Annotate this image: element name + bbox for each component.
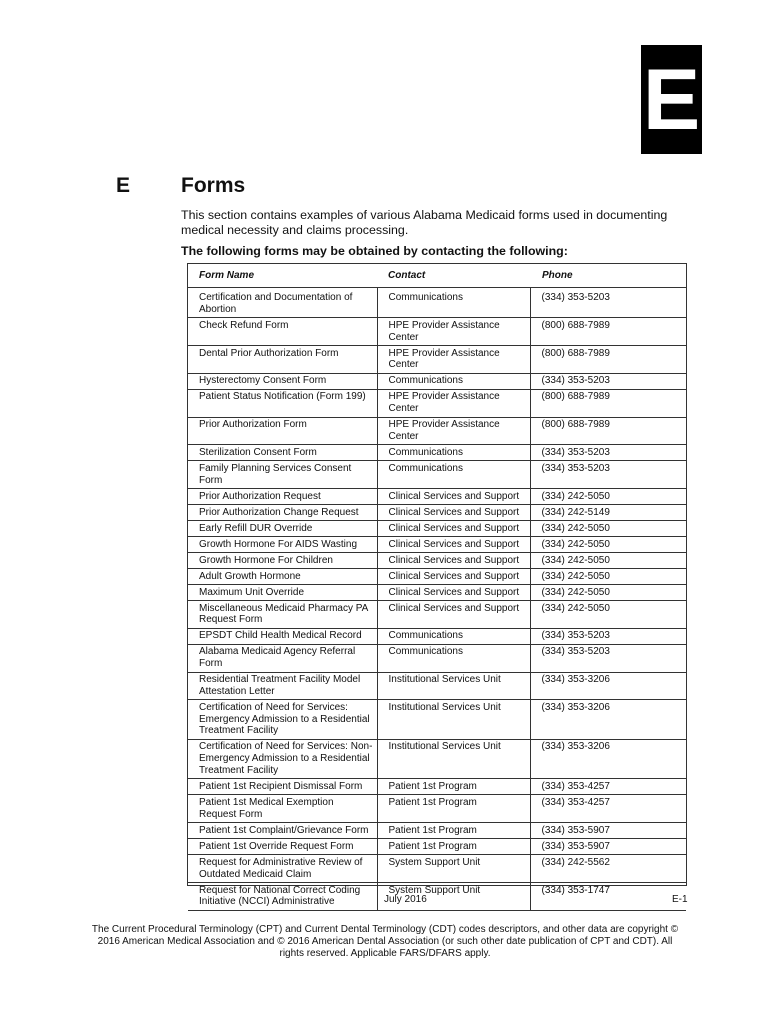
section-letter: E — [116, 174, 131, 197]
cell-contact: Communications — [377, 461, 530, 489]
cell-phone: (334) 242-5050 — [530, 584, 686, 600]
cell-form-name: Growth Hormone For Children — [188, 553, 377, 569]
cell-contact: HPE Provider Assistance Center — [377, 345, 530, 373]
cell-phone: (334) 353-5907 — [530, 823, 686, 839]
table-row — [188, 584, 686, 600]
table-row — [188, 882, 686, 910]
table-row — [188, 345, 686, 373]
header-contact: Contact — [377, 264, 530, 288]
cell-phone: (334) 353-1747 — [530, 882, 686, 910]
table-row — [188, 628, 686, 644]
cell-phone: (334) 242-5050 — [530, 537, 686, 553]
cell-phone: (800) 688-7989 — [530, 417, 686, 445]
cell-form-name: Miscellaneous Medicaid Pharmacy PA Request Form — [188, 600, 377, 628]
copyright-notice: The Current Procedural Terminology (CPT) and Current Dental Terminology (CDT) codes descriptors, and other data are copyright © 2016 American Medical Association and © 2016 American Dental Association (or such other date publication of CPT and CDT). All rights reserved. Applicable FARS/DFARS apply. — [91, 924, 679, 959]
cell-phone: (334) 242-5050 — [530, 521, 686, 537]
cell-contact: System Support Unit — [377, 882, 530, 910]
cell-phone: (334) 353-3206 — [530, 672, 686, 700]
table-row — [188, 389, 686, 417]
page-number: E-1 — [672, 894, 688, 905]
cell-phone: (334) 353-5203 — [530, 461, 686, 489]
cell-contact: HPE Provider Assistance Center — [377, 389, 530, 417]
cell-phone: (334) 242-5562 — [530, 855, 686, 883]
table-row — [188, 839, 686, 855]
header-form-name: Form Name — [188, 264, 377, 288]
cell-form-name: Check Refund Form — [188, 318, 377, 346]
cell-form-name: Maximum Unit Override — [188, 584, 377, 600]
cell-contact: Communications — [377, 373, 530, 389]
cell-phone: (334) 353-5203 — [530, 445, 686, 461]
table-row — [188, 373, 686, 389]
table-row — [188, 537, 686, 553]
cell-contact: Institutional Services Unit — [377, 739, 530, 779]
table-row — [188, 445, 686, 461]
cell-contact: Patient 1st Program — [377, 795, 530, 823]
cell-phone: (334) 353-3206 — [530, 700, 686, 740]
table-row — [188, 417, 686, 445]
cell-contact: Clinical Services and Support — [377, 505, 530, 521]
cell-form-name: Family Planning Services Consent Form — [188, 461, 377, 489]
cell-contact: Institutional Services Unit — [377, 700, 530, 740]
cell-phone: (800) 688-7989 — [530, 318, 686, 346]
cell-contact: Communications — [377, 628, 530, 644]
cell-phone: (334) 242-5149 — [530, 505, 686, 521]
cell-phone: (334) 353-5203 — [530, 288, 686, 318]
cell-form-name: Adult Growth Hormone — [188, 568, 377, 584]
section-tab-letter: E — [642, 51, 701, 148]
page-title: Forms — [181, 174, 246, 197]
cell-phone: (334) 242-5050 — [530, 600, 686, 628]
cell-form-name: Patient 1st Complaint/Grievance Form — [188, 823, 377, 839]
cell-phone: (334) 242-5050 — [530, 568, 686, 584]
cell-contact: HPE Provider Assistance Center — [377, 318, 530, 346]
table-row — [188, 644, 686, 672]
cell-phone: (334) 242-5050 — [530, 553, 686, 569]
cell-contact: Clinical Services and Support — [377, 568, 530, 584]
cell-form-name: Patient 1st Medical Exemption Request Form — [188, 795, 377, 823]
cell-contact: Communications — [377, 644, 530, 672]
cell-contact: Clinical Services and Support — [377, 489, 530, 505]
cell-phone: (334) 242-5050 — [530, 489, 686, 505]
cell-phone: (334) 353-5907 — [530, 839, 686, 855]
cell-form-name: Prior Authorization Change Request — [188, 505, 377, 521]
cell-form-name: Sterilization Consent Form — [188, 445, 377, 461]
cell-contact: Communications — [377, 288, 530, 318]
cell-form-name: Dental Prior Authorization Form — [188, 345, 377, 373]
table-row — [188, 600, 686, 628]
footer-date: July 2016 — [384, 894, 427, 905]
table-row — [188, 700, 686, 740]
cell-contact: Patient 1st Program — [377, 839, 530, 855]
cell-form-name: EPSDT Child Health Medical Record — [188, 628, 377, 644]
cell-phone: (334) 353-3206 — [530, 739, 686, 779]
cell-contact: Patient 1st Program — [377, 823, 530, 839]
cell-form-name: Patient Status Notification (Form 199) — [188, 389, 377, 417]
cell-contact: Clinical Services and Support — [377, 553, 530, 569]
cell-form-name: Certification of Need for Services: Emergency Admission to a Residential Treatment Facility — [188, 700, 377, 740]
table-header-row — [188, 264, 686, 288]
table-row — [188, 739, 686, 779]
cell-form-name: Certification of Need for Services: Non-Emergency Admission to a Residential Treatment Facility — [188, 739, 377, 779]
cell-phone: (334) 353-4257 — [530, 779, 686, 795]
cell-form-name: Patient 1st Recipient Dismissal Form — [188, 779, 377, 795]
cell-contact: Clinical Services and Support — [377, 537, 530, 553]
header-phone: Phone — [530, 264, 686, 288]
cell-form-name: Prior Authorization Request — [188, 489, 377, 505]
table-row — [188, 521, 686, 537]
cell-phone: (334) 353-5203 — [530, 644, 686, 672]
table-row — [188, 855, 686, 883]
cell-form-name: Prior Authorization Form — [188, 417, 377, 445]
cell-form-name: Request for National Correct Coding Initiative (NCCI) Administrative — [188, 882, 377, 910]
cell-phone: (334) 353-5203 — [530, 628, 686, 644]
cell-contact: Institutional Services Unit — [377, 672, 530, 700]
cell-form-name: Residential Treatment Facility Model Attestation Letter — [188, 672, 377, 700]
cell-contact: Clinical Services and Support — [377, 521, 530, 537]
cell-phone: (800) 688-7989 — [530, 345, 686, 373]
cell-contact: Clinical Services and Support — [377, 600, 530, 628]
cell-form-name: Request for Administrative Review of Outdated Medicaid Claim — [188, 855, 377, 883]
cell-contact: Patient 1st Program — [377, 779, 530, 795]
cell-phone: (334) 353-4257 — [530, 795, 686, 823]
table-row — [188, 779, 686, 795]
section-tab — [641, 45, 702, 154]
cell-contact: HPE Provider Assistance Center — [377, 417, 530, 445]
table-row — [188, 505, 686, 521]
cell-form-name: Early Refill DUR Override — [188, 521, 377, 537]
lead-sentence: The following forms may be obtained by contacting the following: — [181, 244, 568, 258]
cell-form-name: Growth Hormone For AIDS Wasting — [188, 537, 377, 553]
cell-form-name: Patient 1st Override Request Form — [188, 839, 377, 855]
cell-form-name: Certification and Documentation of Abortion — [188, 288, 377, 318]
table-row — [188, 823, 686, 839]
table-row — [188, 318, 686, 346]
cell-contact: System Support Unit — [377, 855, 530, 883]
cell-contact: Communications — [377, 445, 530, 461]
cell-phone: (334) 353-5203 — [530, 373, 686, 389]
table-row — [188, 489, 686, 505]
cell-phone: (800) 688-7989 — [530, 389, 686, 417]
table-row — [188, 288, 686, 318]
intro-paragraph: This section contains examples of various Alabama Medicaid forms used in documenting medical necessity and claims processing. — [181, 208, 668, 237]
table-row — [188, 553, 686, 569]
cell-contact: Clinical Services and Support — [377, 584, 530, 600]
table-row — [188, 795, 686, 823]
table-row — [188, 672, 686, 700]
cell-form-name: Alabama Medicaid Agency Referral Form — [188, 644, 377, 672]
table-row — [188, 461, 686, 489]
cell-form-name: Hysterectomy Consent Form — [188, 373, 377, 389]
table-row — [188, 568, 686, 584]
